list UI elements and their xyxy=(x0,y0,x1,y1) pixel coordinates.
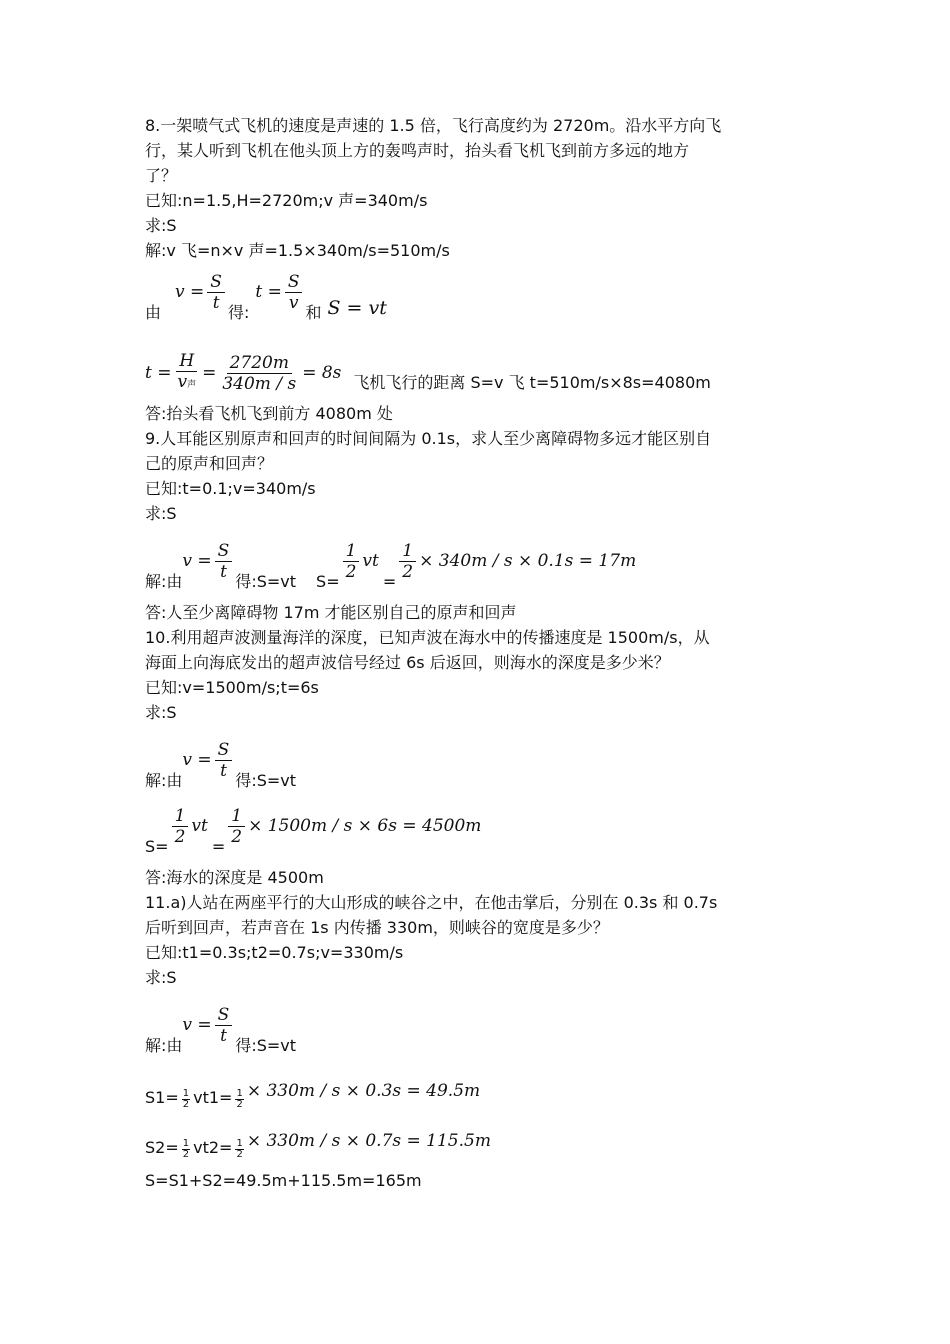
q8-v-eq: v = xyxy=(175,282,205,302)
q9-frac-den: t xyxy=(220,562,227,582)
q9-calc-text: × 340m / s × 0.1s = 17m xyxy=(419,551,637,571)
q8-t3-eq: t = xyxy=(145,362,172,383)
q9-half2-den: 2 xyxy=(402,562,414,582)
q10-frac-num: S xyxy=(215,740,233,761)
q10-de: 得:S=vt xyxy=(235,771,297,790)
q8-formula-t xyxy=(255,272,305,313)
q11-de: 得:S=vt xyxy=(235,1036,297,1055)
q8-question-line1: 8.一架喷气式飞机的速度是声速的 1.5 倍，飞行高度约为 2720m。沿水平方向飞 xyxy=(145,116,722,135)
q10-sol-pre: 解:由 xyxy=(145,771,183,790)
q10-formula-row-1 xyxy=(145,731,810,793)
q8-frac-s-t xyxy=(207,272,225,313)
q11-formula-row-1 xyxy=(145,996,810,1058)
q9-frac-num: S xyxy=(215,541,233,562)
q11-s1-half2-num: 1 xyxy=(236,1088,243,1099)
q9-eq: = xyxy=(382,572,397,591)
q10-formula-v xyxy=(182,740,235,781)
q9-vt: vt xyxy=(362,551,379,571)
q10-half-vt xyxy=(169,806,208,847)
q11-s1-half-num: 1 xyxy=(182,1088,190,1099)
q9-v-eq: v = xyxy=(182,551,212,571)
q11-v-eq: v = xyxy=(182,1015,212,1035)
q9-question-line2: 己的原声和回声？ xyxy=(145,454,274,473)
q11-s1-half2 xyxy=(235,1089,243,1110)
q8-formula-svt: S = vt xyxy=(327,297,387,319)
q10-half2 xyxy=(228,806,245,847)
q11-total: S=S1+S2=49.5m+115.5m=165m xyxy=(145,1171,422,1190)
q9-formula-row xyxy=(145,532,810,594)
q10-half2-den: 2 xyxy=(231,827,243,847)
q9-half2 xyxy=(399,541,416,582)
q9-de: 得:S=vt xyxy=(235,572,297,591)
q8-result-8s: = 8s xyxy=(302,362,342,383)
q10-question-line2: 海面上向海底发出的超声波信号经过 6s 后返回，则海水的深度是多少米？ xyxy=(145,653,670,672)
q9-half-den: 2 xyxy=(345,562,357,582)
q11-s2-half2 xyxy=(235,1139,243,1160)
q11-s2-calc: × 330m / s × 0.7s = 115.5m xyxy=(246,1131,491,1151)
q9-known: 已知:t=0.1;v=340m/s xyxy=(145,479,316,498)
q10-half2-num: 1 xyxy=(228,806,245,827)
q9-answer: 答:人至少离障碍物 17m 才能区别自己的原声和回声 xyxy=(145,603,517,622)
q8-frac-s-v xyxy=(285,272,303,313)
q8-frac2-num: S xyxy=(285,272,303,293)
q10-question-line1: 10.利用超声波测量海洋的深度，已知声波在海水中的传播速度是 1500m/s，从 xyxy=(145,628,710,647)
q11-s2-half xyxy=(182,1139,190,1160)
q10-answer: 答:海水的深度是 4500m xyxy=(145,868,324,887)
q11-s1-calc: × 330m / s × 0.3s = 49.5m xyxy=(246,1081,481,1101)
q11-s2-half-num: 1 xyxy=(182,1138,190,1149)
q10-half-num: 1 xyxy=(172,806,189,827)
q9-half xyxy=(343,541,360,582)
q8-frac4-den: 340m / s xyxy=(222,373,297,394)
q11-known: 已知:t1=0.3s;t2=0.7s;v=330m/s xyxy=(145,943,404,962)
q8-frac-2720-340 xyxy=(219,353,299,394)
q8-distance: 飞机飞行的距离 S=v 飞 t=510m/s×8s=4080m xyxy=(353,373,711,392)
q11-s2-half2-den: 2 xyxy=(236,1149,243,1160)
q8-formula-v xyxy=(175,272,228,313)
q10-known: 已知:v=1500m/s;t=6s xyxy=(145,678,319,697)
q11-s2-pre: S2= xyxy=(145,1138,179,1157)
q10-calc xyxy=(225,806,481,847)
q11-formula-v xyxy=(182,1005,235,1046)
q8-frac-num: S xyxy=(207,272,225,293)
q11-sol-pre: 解:由 xyxy=(145,1036,183,1055)
q8-frac3-den xyxy=(174,372,199,395)
q8-formula-row-2 xyxy=(145,333,810,395)
q9-frac-s-t xyxy=(215,541,233,582)
q8-eq-sign: = xyxy=(202,362,217,383)
q8-t-eq: t = xyxy=(255,282,282,302)
q9-half2-num: 1 xyxy=(399,541,416,562)
q9-half-vt xyxy=(340,541,379,582)
q11-s2-vt: vt2= xyxy=(193,1138,233,1157)
q8-frac-h-v xyxy=(174,351,199,395)
q9-calc xyxy=(396,541,636,582)
q8-v-sound: v xyxy=(177,372,188,392)
q9-sol-pre: 解:由 xyxy=(145,572,183,591)
q10-formula-row-2 xyxy=(145,797,810,859)
q11-s1-half-den: 2 xyxy=(182,1099,190,1110)
q11-s1-half xyxy=(182,1089,190,1110)
q11-formula-s2 xyxy=(145,1120,810,1160)
q9-find: 求:S xyxy=(145,504,177,523)
q10-s-eq: S= xyxy=(145,837,169,856)
q11-frac-den: t xyxy=(220,1026,227,1046)
q11-frac-num: S xyxy=(215,1005,233,1026)
q8-v-sound-sub: 声 xyxy=(187,380,197,390)
q8-question-line3: 了？ xyxy=(145,166,178,185)
q11-s1-half2-den: 2 xyxy=(236,1099,243,1110)
q8-frac-den: t xyxy=(212,293,220,313)
q11-s2-half-den: 2 xyxy=(182,1149,190,1160)
q10-calc-text: × 1500m / s × 6s = 4500m xyxy=(248,816,482,836)
q11-formula-s1 xyxy=(145,1070,810,1110)
q8-formula-time xyxy=(145,351,341,395)
q11-frac-s-t xyxy=(215,1005,233,1046)
q11-find: 求:S xyxy=(145,968,177,987)
q10-half-den: 2 xyxy=(174,827,186,847)
q8-formula-row-1 xyxy=(145,263,810,325)
q10-v-eq: v = xyxy=(182,750,212,770)
q8-de: 得: xyxy=(227,303,250,322)
q9-formula-v xyxy=(182,541,235,582)
q10-vt: vt xyxy=(191,816,208,836)
q8-you: 由 xyxy=(145,303,162,322)
q9-question-line1: 9.人耳能区别原声和回声的时间间隔为 0.1s，求人至少离障碍物多远才能区别自 xyxy=(145,429,712,448)
q11-s2-half2-num: 1 xyxy=(236,1138,243,1149)
q9-s-eq: S= xyxy=(316,572,340,591)
q11-question-line1: 11.a)人站在两座平行的大山形成的峡谷之中，在他击掌后，分别在 0.3s 和 0.7s xyxy=(145,893,718,912)
q8-known: 已知:n=1.5,H=2720m;v 声=340m/s xyxy=(145,191,428,210)
q10-frac-s-t xyxy=(215,740,233,781)
q8-find: 求:S xyxy=(145,216,177,235)
q10-find: 求:S xyxy=(145,703,177,722)
q8-frac3-num: H xyxy=(176,351,197,372)
q8-frac4-num: 2720m xyxy=(227,353,292,374)
q11-s1-vt: vt1= xyxy=(193,1088,233,1107)
document-page xyxy=(145,113,810,1193)
q8-question-line2: 行，某人听到飞机在他头顶上方的轰鸣声时，抬头看飞机飞到前方多远的地方 xyxy=(145,141,690,160)
q10-half xyxy=(172,806,189,847)
q8-solution: 解:v 飞=n×v 声=1.5×340m/s=510m/s xyxy=(145,241,450,260)
q10-eq: = xyxy=(211,837,226,856)
q11-s1-pre: S1= xyxy=(145,1088,179,1107)
q8-he: 和 xyxy=(305,303,322,322)
q10-frac-den: t xyxy=(220,761,227,781)
q8-answer: 答:抬头看飞机飞到前方 4080m 处 xyxy=(145,404,393,423)
q11-question-line2: 后听到回声，若声音在 1s 内传播 330m，则峡谷的宽度是多少？ xyxy=(145,918,609,937)
q9-half-num: 1 xyxy=(343,541,360,562)
q8-frac2-den: v xyxy=(288,293,299,313)
